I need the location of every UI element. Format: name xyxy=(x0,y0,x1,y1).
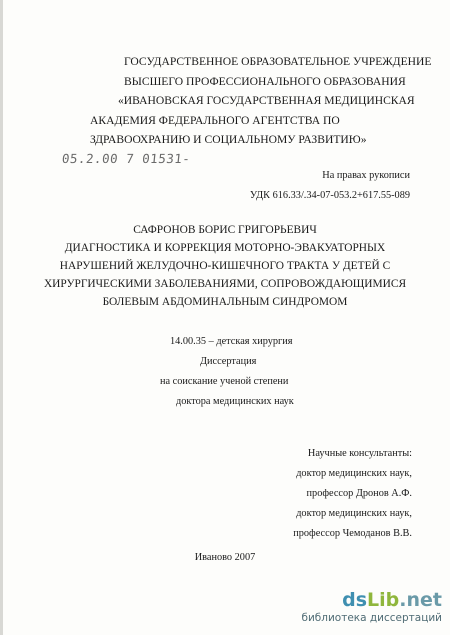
consultant-2-degree: доктор медицинских наук, xyxy=(296,508,412,519)
title-line-4: БОЛЕВЫМ АБДОМИНАЛЬНЫМ СИНДРОМОМ xyxy=(102,296,348,308)
dslib-watermark[interactable] xyxy=(301,589,442,629)
consultants-block xyxy=(293,444,412,544)
logo-net: .net xyxy=(399,589,442,611)
udk-code: УДК 616.33/.34-07-053.2+617.55-089 xyxy=(249,190,410,201)
registration-stamp-number: 05.2.00 7 01531- xyxy=(61,151,192,166)
city-year: Иваново 2007 xyxy=(194,552,256,563)
institution-line-4: АКАДЕМИЯ ФЕДЕРАЛЬНОГО АГЕНТСТВА ПО xyxy=(90,113,340,127)
institution-line-5: ЗДРАВООХРАНИЮ И СОЦИАЛЬНОМУ РАЗВИТИЮ» xyxy=(90,133,367,146)
consultants-heading: Научные консультанты: xyxy=(307,448,412,459)
institution-line-1: ГОСУДАРСТВЕННОЕ ОБРАЗОВАТЕЛЬНОЕ УЧРЕЖДЕНИЕ xyxy=(124,55,432,68)
dslib-logo[interactable] xyxy=(342,589,442,611)
degree-purpose: на соискание ученой степени xyxy=(160,376,289,387)
institution-header xyxy=(90,52,432,150)
logo-lib: Lib xyxy=(367,589,400,611)
consultant-1-degree: доктор медицинских наук, xyxy=(296,468,412,479)
scan-edge xyxy=(0,0,3,635)
institution-line-3: «ИВАНОВСКАЯ ГОСУДАРСТВЕННАЯ МЕДИЦИНСКАЯ xyxy=(118,94,415,107)
title-line-1: ДИАГНОСТИКА И КОРРЕКЦИЯ МОТОРНО-ЭВАКУАТОРНЫХ xyxy=(64,242,386,254)
work-type: Диссертация xyxy=(200,356,257,367)
author-name: САФРОНОВ БОРИС ГРИГОРЬЕВИЧ xyxy=(133,224,317,236)
title-line-3: ХИРУРГИЧЕСКИМИ ЗАБОЛЕВАНИЯМИ, СОПРОВОЖДАЮЩИМИСЯ xyxy=(43,278,407,290)
title-line-2: НАРУШЕНИЙ ЖЕЛУДОЧНО-КИШЕЧНОГО ТРАКТА У ДЕТЕЙ С xyxy=(59,260,391,272)
watermark-subtitle: библиотека диссертаций xyxy=(301,612,442,624)
institution-line-2: ВЫСШЕГО ПРОФЕССИОНАЛЬНОГО ОБРАЗОВАНИЯ xyxy=(124,74,406,88)
manuscript-rights: На правах рукописи xyxy=(322,170,410,181)
consultant-2-name: профессор Чемоданов В.В. xyxy=(293,528,412,539)
logo-ds: ds xyxy=(342,589,368,611)
author-title-block xyxy=(0,221,450,311)
rights-block xyxy=(250,166,410,206)
specialty-block xyxy=(0,332,450,412)
degree-name: доктора медицинских наук xyxy=(176,396,294,407)
consultant-1-name: профессор Дронов А.Ф. xyxy=(306,488,412,499)
specialty-code: 14.00.35 – детская хирургия xyxy=(170,336,293,347)
